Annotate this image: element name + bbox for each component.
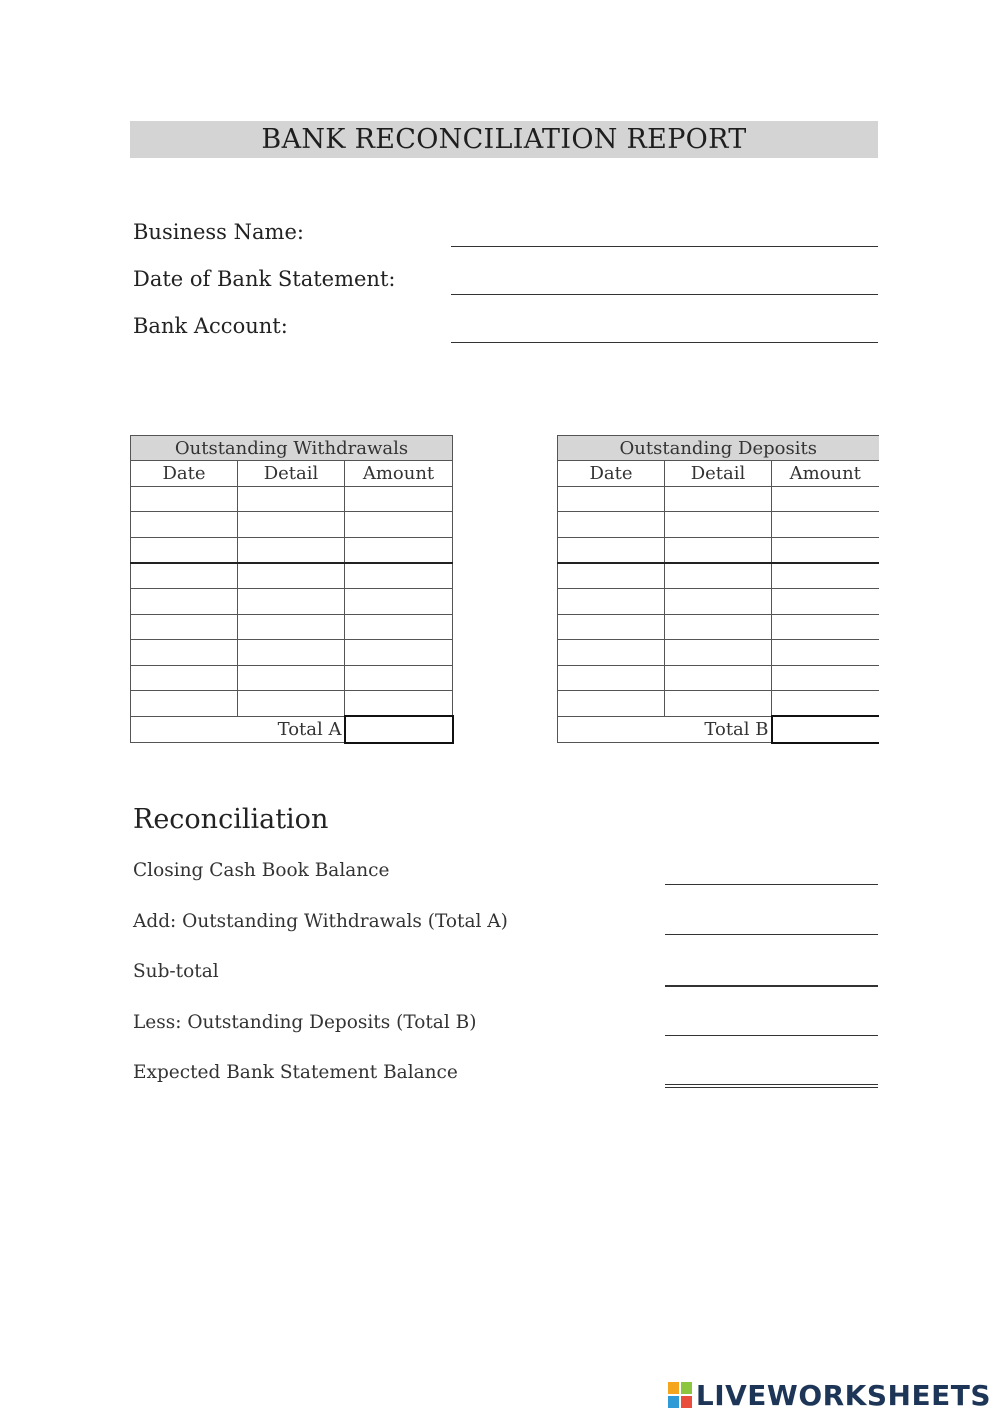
amount-cell[interactable] bbox=[772, 640, 879, 665]
bank-account-field[interactable] bbox=[451, 342, 878, 343]
date-cell[interactable] bbox=[558, 486, 665, 511]
date-cell[interactable] bbox=[131, 563, 238, 589]
amount-cell[interactable] bbox=[345, 537, 453, 563]
detail-cell[interactable] bbox=[238, 665, 345, 690]
table-row bbox=[131, 512, 453, 537]
detail-cell[interactable] bbox=[665, 665, 772, 690]
date-cell[interactable] bbox=[131, 486, 238, 511]
table-row bbox=[131, 665, 453, 690]
amount-cell[interactable] bbox=[772, 589, 879, 614]
business-name-label: Business Name: bbox=[133, 220, 304, 244]
amount-cell[interactable] bbox=[345, 563, 453, 589]
table-row bbox=[558, 665, 879, 690]
amount-cell[interactable] bbox=[772, 614, 879, 639]
withdrawals-table bbox=[130, 435, 454, 744]
date-cell[interactable] bbox=[131, 690, 238, 716]
deposits-table bbox=[557, 435, 879, 744]
table-row bbox=[558, 512, 879, 537]
deposits-col-detail: Detail bbox=[665, 461, 772, 486]
date-cell[interactable] bbox=[558, 690, 665, 716]
statement-date-label: Date of Bank Statement: bbox=[133, 267, 396, 291]
table-row bbox=[558, 614, 879, 639]
date-cell[interactable] bbox=[558, 665, 665, 690]
date-cell[interactable] bbox=[558, 563, 665, 589]
business-name-field[interactable] bbox=[451, 246, 878, 247]
amount-cell[interactable] bbox=[345, 589, 453, 614]
date-cell[interactable] bbox=[131, 589, 238, 614]
date-cell[interactable] bbox=[131, 640, 238, 665]
report-title: BANK RECONCILIATION REPORT bbox=[130, 121, 878, 158]
bank-account-label: Bank Account: bbox=[133, 314, 288, 338]
detail-cell[interactable] bbox=[665, 486, 772, 511]
detail-cell[interactable] bbox=[238, 640, 345, 665]
table-row bbox=[131, 690, 453, 716]
deposits-caption: Outstanding Deposits bbox=[558, 436, 879, 461]
liveworksheets-logo-icon bbox=[668, 1382, 692, 1408]
amount-cell[interactable] bbox=[345, 512, 453, 537]
detail-cell[interactable] bbox=[238, 690, 345, 716]
subtotal-field[interactable] bbox=[665, 985, 878, 987]
table-row bbox=[558, 690, 879, 716]
table-row bbox=[131, 537, 453, 563]
add-withdrawals-field[interactable] bbox=[665, 934, 878, 935]
amount-cell[interactable] bbox=[345, 690, 453, 716]
detail-cell[interactable] bbox=[238, 614, 345, 639]
detail-cell[interactable] bbox=[238, 512, 345, 537]
amount-cell[interactable] bbox=[772, 537, 879, 563]
detail-cell[interactable] bbox=[665, 537, 772, 563]
watermark-text: LIVEWORKSHEETS bbox=[695, 1378, 991, 1412]
amount-cell[interactable] bbox=[772, 486, 879, 511]
detail-cell[interactable] bbox=[665, 640, 772, 665]
table-row bbox=[131, 486, 453, 511]
total-b-field[interactable] bbox=[772, 716, 879, 742]
amount-cell[interactable] bbox=[345, 614, 453, 639]
withdrawals-col-detail: Detail bbox=[238, 461, 345, 486]
amount-cell[interactable] bbox=[772, 665, 879, 690]
date-cell[interactable] bbox=[131, 512, 238, 537]
date-cell[interactable] bbox=[558, 512, 665, 537]
amount-cell[interactable] bbox=[345, 486, 453, 511]
subtotal-label: Sub-total bbox=[133, 961, 219, 982]
total-b-label: Total B bbox=[558, 716, 772, 742]
amount-cell[interactable] bbox=[772, 690, 879, 716]
statement-date-field[interactable] bbox=[451, 294, 878, 295]
expected-balance-field[interactable] bbox=[665, 1084, 878, 1088]
amount-cell[interactable] bbox=[772, 563, 879, 589]
withdrawals-col-date: Date bbox=[131, 461, 238, 486]
withdrawals-caption: Outstanding Withdrawals bbox=[131, 436, 453, 461]
table-row bbox=[131, 563, 453, 589]
withdrawals-col-amount: Amount bbox=[345, 461, 453, 486]
date-cell[interactable] bbox=[131, 614, 238, 639]
table-row bbox=[558, 563, 879, 589]
detail-cell[interactable] bbox=[238, 589, 345, 614]
amount-cell[interactable] bbox=[345, 665, 453, 690]
date-cell[interactable] bbox=[558, 537, 665, 563]
less-deposits-field[interactable] bbox=[665, 1035, 878, 1036]
detail-cell[interactable] bbox=[665, 563, 772, 589]
table-row bbox=[558, 640, 879, 665]
detail-cell[interactable] bbox=[665, 614, 772, 639]
table-row bbox=[558, 537, 879, 563]
date-cell[interactable] bbox=[558, 640, 665, 665]
table-row bbox=[558, 486, 879, 511]
closing-balance-label: Closing Cash Book Balance bbox=[133, 860, 390, 881]
date-cell[interactable] bbox=[131, 537, 238, 563]
amount-cell[interactable] bbox=[772, 512, 879, 537]
detail-cell[interactable] bbox=[665, 512, 772, 537]
date-cell[interactable] bbox=[558, 589, 665, 614]
date-cell[interactable] bbox=[558, 614, 665, 639]
date-cell[interactable] bbox=[131, 665, 238, 690]
less-deposits-label: Less: Outstanding Deposits (Total B) bbox=[133, 1012, 477, 1033]
total-a-label: Total A bbox=[131, 716, 345, 742]
detail-cell[interactable] bbox=[238, 486, 345, 511]
amount-cell[interactable] bbox=[345, 640, 453, 665]
table-row bbox=[131, 614, 453, 639]
reconciliation-heading: Reconciliation bbox=[133, 804, 329, 835]
deposits-col-amount: Amount bbox=[772, 461, 879, 486]
expected-balance-label: Expected Bank Statement Balance bbox=[133, 1062, 458, 1083]
table-row bbox=[558, 589, 879, 614]
liveworksheets-watermark bbox=[668, 1378, 991, 1412]
detail-cell[interactable] bbox=[238, 537, 345, 563]
detail-cell[interactable] bbox=[665, 589, 772, 614]
table-row bbox=[131, 589, 453, 614]
total-a-field[interactable] bbox=[345, 716, 453, 742]
add-withdrawals-label: Add: Outstanding Withdrawals (Total A) bbox=[133, 911, 508, 932]
deposits-col-date: Date bbox=[558, 461, 665, 486]
table-row bbox=[131, 640, 453, 665]
detail-cell[interactable] bbox=[238, 563, 345, 589]
closing-balance-field[interactable] bbox=[665, 884, 878, 885]
detail-cell[interactable] bbox=[665, 690, 772, 716]
